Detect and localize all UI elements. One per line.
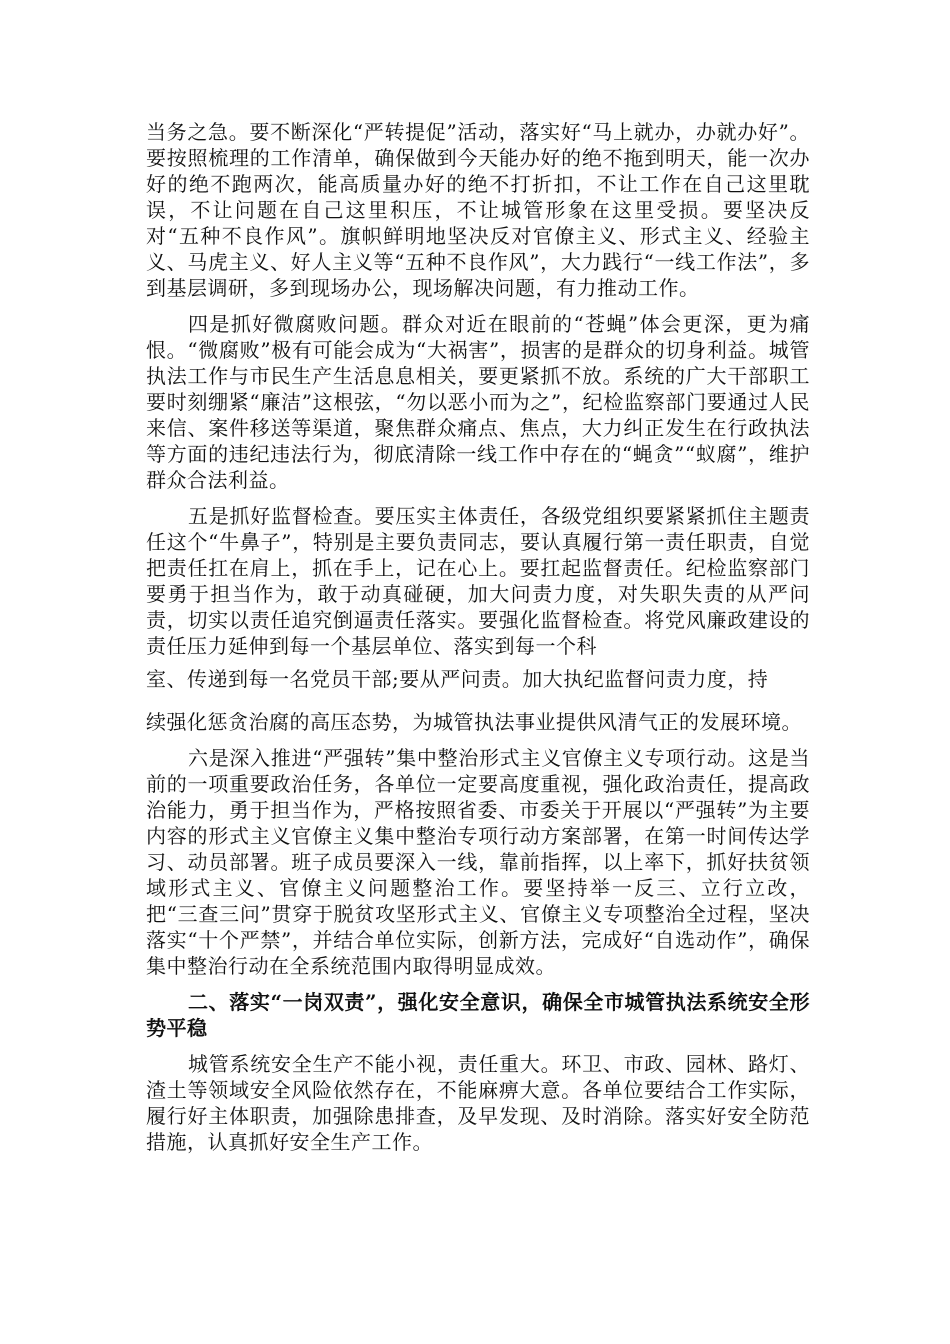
section-heading: 二、落实“一岗双责”，强化安全意识，确保全市城管执法系统安全形势平稳	[146, 990, 810, 1040]
paragraph-supervision-part3: 续强化惩贪治腐的高压态势，为城管执法事业提供风清气正的发展环境。	[146, 710, 802, 734]
paragraph-supervision-part1: 五是抓好监督检查。要压实主体责任，各级党组织要紧紧抓住主题责任这个“牛鼻子”，特别是主要负责同志，要认真履行第一责任职责，自觉把责任扛在肩上，抓在手上，记在心上。要扛起监督责任。纪检监察部门要勇于担当作为，敢于动真碰硬，加大问责力度，对失职失责的从严问责，切实以责任追究倒逼责任落实。要强化监督检查。将党风廉政建设的责任压力延伸到每一个基层单位、落实到每一个科	[146, 504, 810, 658]
paragraph-supervision	[146, 503, 810, 735]
paragraph-supervision-part2: 室、传递到每一名党员干部;要从严问责。加大执纪监督问责力度，持	[146, 667, 769, 691]
paragraph-special-action: 六是深入推进“严强转”集中整治形式主义官僚主义专项行动。这是当前的一项重要政治任务，各单位一定要高度重视，强化政治责任，提高政治能力，勇于担当作为，严格按照省委、市委关于开展以“严强转”为主要内容的形式主义官僚主义集中整治专项行动方案部署，在第一时间传达学习、动员部署。班子成员要深入一线，靠前指挥，以上率下，抓好扶贫领域形式主义、官僚主义问题整治工作。要坚持举一反三、立行立改，把“三查三问”贯穿于脱贫攻坚形式主义、官僚主义专项整治全过程，坚决落实“十个严禁”，并结合单位实际，创新方法，完成好“自选动作”，确保集中整治行动在全系统范围内取得明显成效。	[146, 746, 810, 978]
paragraph-micro-corruption: 四是抓好微腐败问题。群众对近在眼前的“苍蝇”体会更深，更为痛恨。“微腐败”极有可能会成为“大祸害”，损害的是群众的切身利益。城管执法工作与市民生产生活息息相关，要更紧抓不放。系统的广大干部职工要时刻绷紧“廉洁”这根弦，“勿以恶小而为之”，纪检监察部门要通过人民来信、案件移送等渠道，聚焦群众痛点、焦点，大力纠正发生在行政执法等方面的违纪违法行为，彻底清除一线工作中存在的“蝇贪”“蚁腐”，维护群众合法利益。	[146, 312, 810, 492]
document-page	[146, 119, 810, 1165]
paragraph-continuation: 当务之急。要不断深化“严转提促”活动，落实好“马上就办，办就办好”。要按照梳理的工作清单，确保做到今天能办好的绝不拖到明天，能一次办好的绝不跑两次，能高质量办好的绝不打折扣，不让工作在自己这里耽误，不让问题在自己这里积压，不让城管形象在这里受损。要坚决反对“五种不良作风”。旗帜鲜明地坚决反对官僚主义、形式主义、经验主义、马虎主义、好人主义等“五种不良作风”，大力践行“一线工作法”，多到基层调研，多到现场办公，现场解决问题，有力推动工作。	[146, 120, 810, 300]
paragraph-safety: 城管系统安全生产不能小视，责任重大。环卫、市政、园林、路灯、渣土等领域安全风险依然存在，不能麻痹大意。各单位要结合工作实际，履行好主体职责，加强除患排查，及早发现、及时消除。落实好安全防范措施，认真抓好安全生产工作。	[146, 1052, 810, 1154]
